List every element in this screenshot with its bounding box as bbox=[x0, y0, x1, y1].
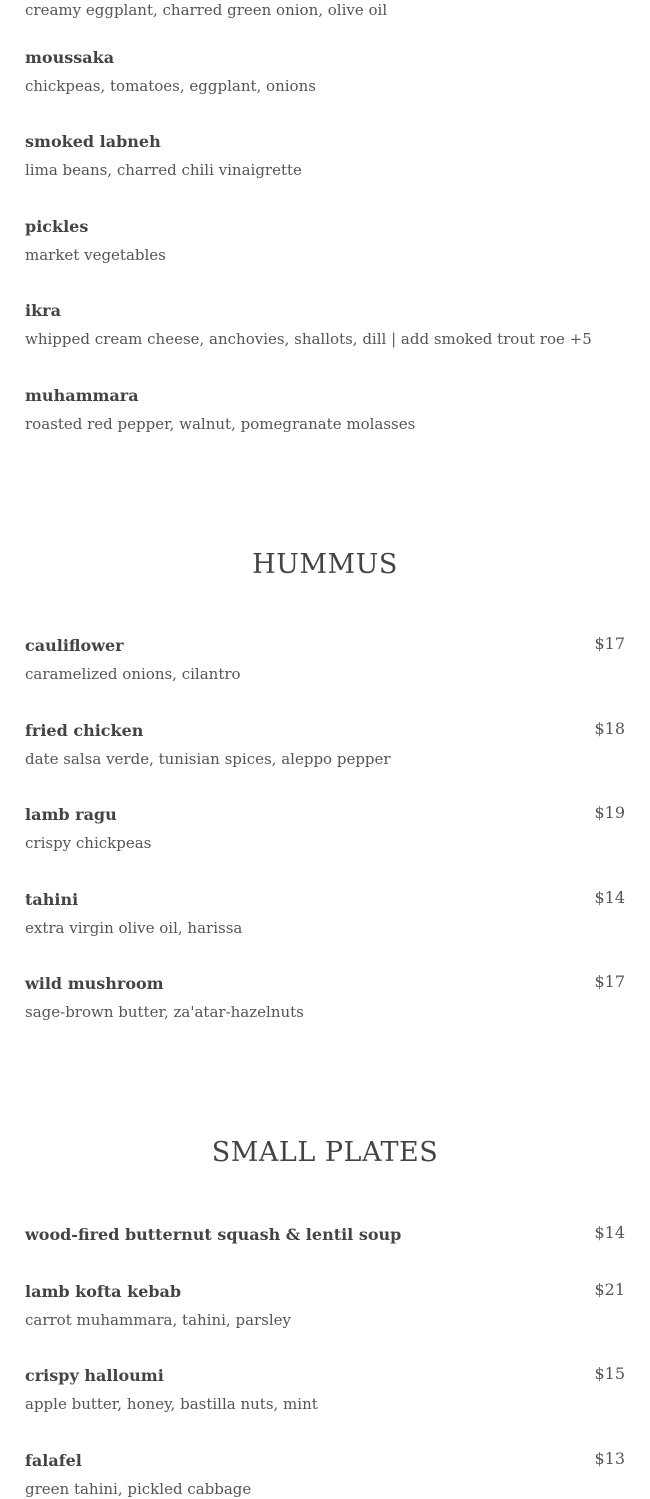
item-description: date salsa verde, tunisian spices, aleppo pepper bbox=[25, 750, 391, 768]
item-price: $14 bbox=[594, 888, 625, 907]
item-description: sage-brown butter, za'atar-hazelnuts bbox=[25, 1003, 304, 1021]
item-description: apple butter, honey, bastilla nuts, mint bbox=[25, 1395, 318, 1413]
item-name: lamb ragu bbox=[25, 805, 117, 824]
item-price: $15 bbox=[594, 1364, 625, 1383]
item-name: tahini bbox=[25, 890, 79, 909]
item-name: lamb kofta kebab bbox=[25, 1282, 182, 1301]
item-name: wild mushroom bbox=[25, 974, 164, 993]
item-price: $13 bbox=[594, 1449, 625, 1468]
item-description: chickpeas, tomatoes, eggplant, onions bbox=[25, 77, 316, 95]
item-description: crispy chickpeas bbox=[25, 834, 152, 852]
item-name: pickles bbox=[25, 217, 89, 236]
section-title: HUMMUS bbox=[252, 549, 398, 580]
item-name: muhammara bbox=[25, 386, 139, 405]
item-price: $14 bbox=[594, 1223, 625, 1242]
item-price: $21 bbox=[594, 1280, 625, 1299]
item-price: $17 bbox=[594, 634, 625, 653]
item-description: green tahini, pickled cabbage bbox=[25, 1480, 252, 1498]
item-description: roasted red pepper, walnut, pomegranate molasses bbox=[25, 415, 416, 433]
item-name: crispy halloumi bbox=[25, 1366, 164, 1385]
item-price: $18 bbox=[594, 719, 625, 738]
item-description: whipped cream cheese, anchovies, shallots, dill | add smoked trout roe +5 bbox=[25, 330, 592, 348]
item-description: carrot muhammara, tahini, parsley bbox=[25, 1311, 292, 1329]
item-description: caramelized onions, cilantro bbox=[25, 665, 241, 683]
item-name: cauliflower bbox=[25, 636, 124, 655]
item-name: ikra bbox=[25, 301, 61, 320]
section-title: SMALL PLATES bbox=[211, 1137, 439, 1168]
item-description: extra virgin olive oil, harissa bbox=[25, 919, 243, 937]
item-price: $19 bbox=[594, 803, 625, 822]
item-name: wood-fired butternut squash & lentil soup bbox=[25, 1225, 402, 1244]
item-name: fried chicken bbox=[25, 721, 144, 740]
item-description: market vegetables bbox=[25, 246, 166, 264]
item-description: creamy eggplant, charred green onion, olive oil bbox=[25, 1, 388, 19]
item-price: $17 bbox=[594, 972, 625, 991]
item-name: smoked labneh bbox=[25, 132, 161, 151]
item-name: moussaka bbox=[25, 48, 115, 67]
item-name: falafel bbox=[25, 1451, 82, 1470]
item-description: lima beans, charred chili vinaigrette bbox=[25, 161, 302, 179]
